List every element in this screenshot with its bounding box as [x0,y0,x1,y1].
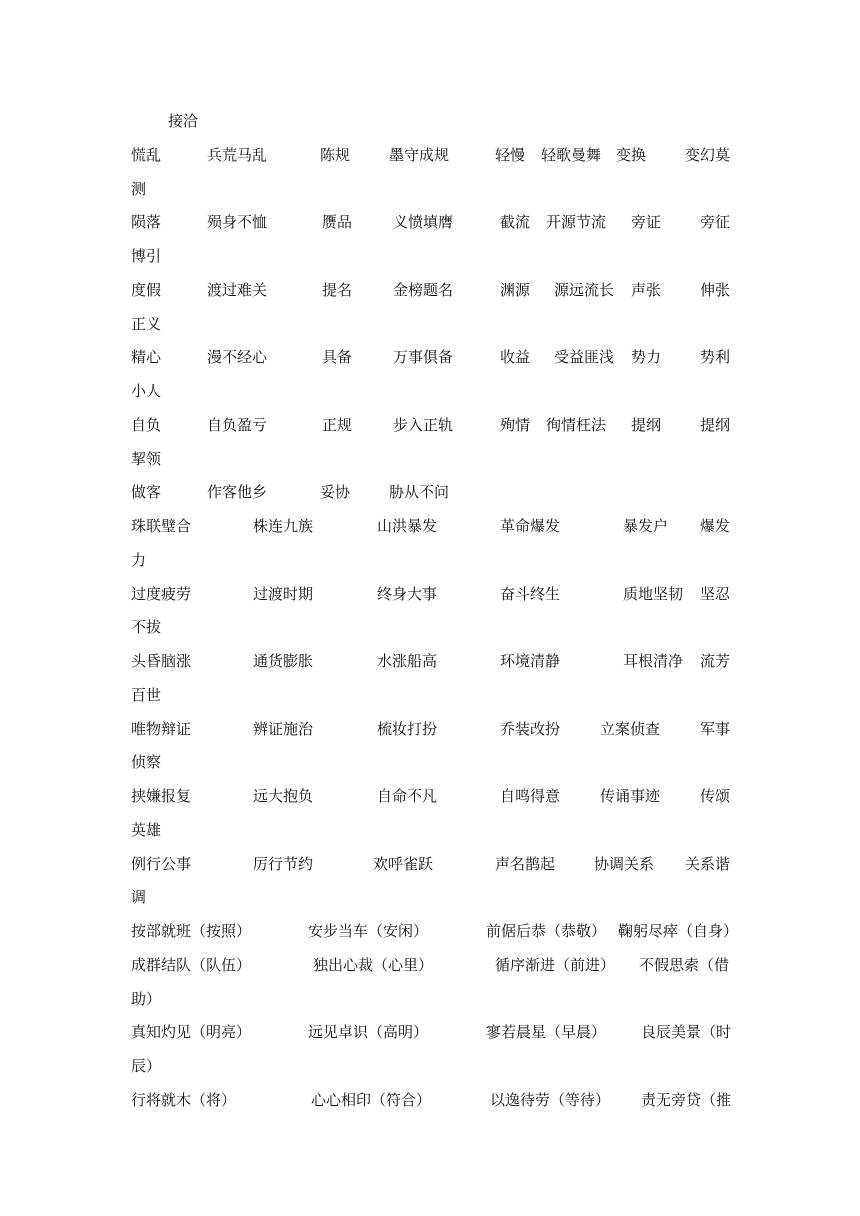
word-entry: 行将就木（将） [131,1091,237,1109]
word-entry: 胁从不问 [389,483,450,501]
word-entry: 按部就班（按照） [131,922,252,940]
word-entry: 环境清静 [500,652,561,670]
word-entry: 做客 [131,483,162,501]
word-entry: 提纲 [631,416,662,434]
word-entry: 旁证 [631,213,662,231]
word-entry: 变换 [616,146,647,164]
document-line [131,245,741,267]
word-entry: 过度疲劳 [131,585,192,603]
document-line [131,988,741,1010]
word-entry: 暴发户 [623,517,669,535]
word-entry: 变幻莫 [685,146,731,164]
word-entry: 不假思索（借 [639,956,730,974]
word-entry: 万事俱备 [393,348,454,366]
document-line [131,920,741,942]
document-line [131,853,741,875]
document-line [131,751,741,773]
word-entry: 质地坚韧 [623,585,684,603]
word-entry: 接洽 [168,112,199,130]
word-entry: 调 [131,888,147,906]
word-entry: 兵荒马乱 [207,146,268,164]
word-entry: 过渡时期 [253,585,314,603]
word-entry: 力 [131,551,147,569]
word-entry: 源远流长 [554,281,615,299]
document-line [131,954,741,976]
word-entry: 自命不凡 [377,787,438,805]
word-entry: 收益 [500,348,531,366]
word-entry: 循序渐进（前进） [495,956,616,974]
document-line [131,313,741,335]
document-line [131,1055,741,1077]
word-entry: 陈规 [320,146,351,164]
word-entry: 慌乱 [131,146,162,164]
word-entry: 辰） [131,1057,162,1075]
word-entry: 百世 [131,686,162,704]
word-entry: 耳根清净 [623,652,684,670]
word-entry: 远见卓识（高明） [308,1023,429,1041]
document-line [131,616,741,638]
word-entry: 爆发 [700,517,731,535]
word-entry: 远大抱负 [253,787,314,805]
word-entry: 助） [131,990,162,1008]
word-entry: 妥协 [320,483,351,501]
word-entry: 提纲 [700,416,731,434]
word-entry: 徇情枉法 [546,416,607,434]
word-entry: 测 [131,180,147,198]
word-entry: 轻歌曼舞 [541,146,602,164]
document-line [131,380,741,402]
word-entry: 侦察 [131,753,162,771]
document-line [131,481,741,503]
word-entry: 协调关系 [594,855,655,873]
word-entry: 以逸待劳（等待） [490,1091,611,1109]
word-entry: 例行公事 [131,855,192,873]
document-line [131,684,741,706]
word-entry: 鞠躬尽瘁（自身） [618,922,739,940]
word-entry: 奋斗终生 [500,585,561,603]
word-entry: 势利 [700,348,731,366]
word-entry: 渡过难关 [207,281,268,299]
document-line [131,1089,741,1111]
word-entry: 立案侦查 [600,720,661,738]
word-entry: 自鸣得意 [500,787,561,805]
word-entry: 流芳 [700,652,731,670]
word-entry: 山洪暴发 [377,517,438,535]
document-line [131,279,741,301]
word-entry: 英雄 [131,821,162,839]
word-entry: 唯物辩证 [131,720,192,738]
word-entry: 受益匪浅 [554,348,615,366]
word-entry: 株连九族 [253,517,314,535]
document-line [131,144,741,166]
word-entry: 终身大事 [377,585,438,603]
document-line [131,718,741,740]
word-entry: 势力 [631,348,662,366]
word-entry: 博引 [131,247,162,265]
word-entry: 殉情 [500,416,531,434]
document-line [131,178,741,200]
document-line [131,886,741,908]
word-entry: 真知灼见（明亮） [131,1023,252,1041]
word-entry: 具备 [322,348,353,366]
word-entry: 辨证施治 [253,720,314,738]
document-line [131,549,741,571]
word-entry: 军事 [700,720,731,738]
word-entry: 革命爆发 [500,517,561,535]
document-line [131,583,741,605]
document-line [131,650,741,672]
word-entry: 通货膨胀 [253,652,314,670]
word-entry: 步入正轨 [393,416,454,434]
word-entry: 传诵事迹 [600,787,661,805]
word-entry: 轻慢 [495,146,526,164]
word-entry: 安步当车（安闲） [308,922,429,940]
word-entry: 坚忍 [700,585,731,603]
word-entry: 关系谐 [685,855,731,873]
word-entry: 义愤填膺 [393,213,454,231]
word-entry: 度假 [131,281,162,299]
word-entry: 正义 [131,315,162,333]
word-entry: 自负 [131,416,162,434]
word-entry: 头昏脑涨 [131,652,192,670]
word-entry: 自负盈亏 [207,416,268,434]
word-entry: 珠联璧合 [131,517,192,535]
word-entry: 赝品 [322,213,353,231]
word-entry: 旁征 [700,213,731,231]
word-entry: 水涨船高 [377,652,438,670]
word-entry: 前倨后恭（恭敬） [486,922,607,940]
word-entry: 成群结队（队伍） [131,956,252,974]
word-entry: 漫不经心 [207,348,268,366]
word-entry: 小人 [131,382,162,400]
word-entry: 作客他乡 [207,483,268,501]
word-entry: 寥若晨星（早晨） [486,1023,607,1041]
word-entry: 独出心裁（心里） [313,956,434,974]
word-entry: 厉行节约 [253,855,314,873]
word-entry: 墨守成规 [389,146,450,164]
word-entry: 欢呼雀跃 [373,855,434,873]
document-line [131,448,741,470]
word-entry: 提名 [322,281,353,299]
word-entry: 精心 [131,348,162,366]
document-line [131,211,741,233]
word-entry: 心心相印（符合） [311,1091,432,1109]
word-entry: 正规 [322,416,353,434]
document-line [131,819,741,841]
word-entry: 挟嫌报复 [131,787,192,805]
document-line [131,346,741,368]
word-entry: 陨落 [131,213,162,231]
word-entry: 不拔 [131,618,162,636]
document-line [131,1021,741,1043]
word-entry: 传颂 [700,787,731,805]
document-line [131,110,741,132]
word-entry: 乔装改扮 [500,720,561,738]
word-entry: 挈领 [131,450,162,468]
word-entry: 开源节流 [546,213,607,231]
document-line [131,785,741,807]
word-entry: 良辰美景（时 [641,1023,732,1041]
word-entry: 金榜题名 [393,281,454,299]
word-entry: 声名鹊起 [495,855,556,873]
document-line [131,515,741,537]
word-entry: 梳妆打扮 [377,720,438,738]
word-entry: 截流 [500,213,531,231]
word-entry: 责无旁贷（推 [641,1091,732,1109]
word-entry: 伸张 [700,281,731,299]
word-entry: 殒身不恤 [207,213,268,231]
word-entry: 渊源 [500,281,531,299]
word-entry: 声张 [631,281,662,299]
document-line [131,414,741,436]
